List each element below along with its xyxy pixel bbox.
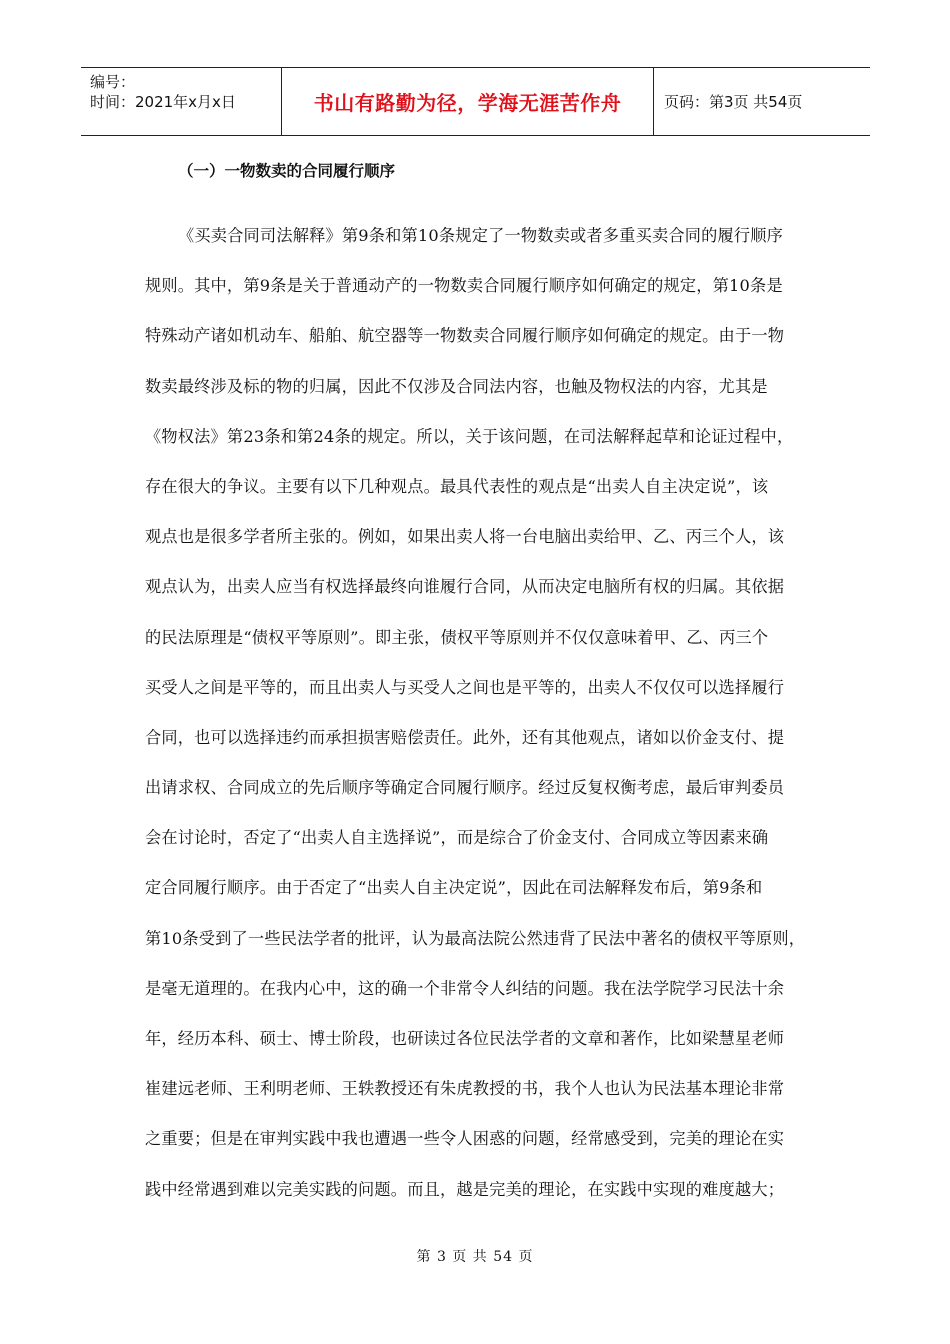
text-line: 第10条受到了一些民法学者的批评，认为最高法院公然违背了民法中著名的债权平等原则，	[145, 928, 806, 948]
section-heading: （一）一物数卖的合同履行顺序	[178, 162, 396, 180]
document-number-label: 编号：	[90, 73, 136, 91]
header-page-info: 页码：第3页 共54页	[664, 93, 803, 111]
text-line: 会在讨论时，否定了“出卖人自主选择说”，而是综合了价金支付、合同成立等因素来确	[145, 828, 769, 848]
text-line: 数卖最终涉及标的物的归属，因此不仅涉及合同法内容，也触及物权法的内容，尤其是	[145, 376, 768, 396]
text-line: 是毫无道理的。在我内心中，这的确一个非常令人纠结的问题。我在法学院学习民法十余	[145, 978, 785, 998]
text-line: 崔建远老师、王利明老师、王轶教授还有朱虎教授的书，我个人也认为民法基本理论非常	[145, 1079, 785, 1099]
text-line: 特殊动产诸如机动车、船舶、航空器等一物数卖合同履行顺序如何确定的规定。由于一物	[145, 326, 785, 346]
document-date: 时间：2021年x月x日	[90, 93, 236, 111]
text-line: 合同，也可以选择违约而承担损害赔偿责任。此外，还有其他观点，诸如以价金支付、提	[145, 727, 785, 747]
text-line: 的民法原理是“债权平等原则”。即主张，债权平等原则并不仅仅意味着甲、乙、丙三个	[145, 627, 769, 647]
text-line: 存在很大的争议。主要有以下几种观点。最具代表性的观点是“出卖人自主决定说”，该	[145, 476, 769, 496]
header-motto: 书山有路勤为径，学海无涯苦作舟	[281, 68, 654, 135]
text-line: 践中经常遇到难以完美实践的问题。而且，越是完美的理论，在实践中实现的难度越大；	[145, 1179, 785, 1199]
text-line: 年，经历本科、硕士、博士阶段，也研读过各位民法学者的文章和著作，比如梁慧星老师	[145, 1029, 785, 1048]
page-footer: 第 3 页 共 54 页	[416, 1249, 534, 1265]
text-line: 买受人之间是平等的，而且出卖人与买受人之间也是平等的，出卖人不仅仅可以选择履行	[145, 677, 785, 697]
page-header	[81, 67, 870, 136]
text-line: 定合同履行顺序。由于否定了“出卖人自主决定说”，因此在司法解释发布后，第9条和	[145, 878, 763, 898]
text-line: 《买卖合同司法解释》第9条和第10条规定了一物数卖或者多重买卖合同的履行顺序	[178, 226, 784, 245]
text-line: 出请求权、合同成立的先后顺序等确定合同履行顺序。经过反复权衡考虑，最后审判委员	[145, 778, 785, 798]
text-line: 之重要；但是在审判实践中我也遭遇一些令人困惑的问题，经常感受到，完美的理论在实	[145, 1129, 785, 1149]
text-line: 观点也是很多学者所主张的。例如，如果出卖人将一台电脑出卖给甲、乙、丙三个人，该	[145, 527, 785, 547]
text-line: 《物权法》第23条和第24条的规定。所以，关于该问题，在司法解释起草和论证过程中，	[145, 426, 794, 446]
text-line: 观点认为，出卖人应当有权选择最终向谁履行合同，从而决定电脑所有权的归属。其依据	[145, 577, 785, 597]
text-line: 规则。其中，第9条是关于普通动产的一物数卖合同履行顺序如何确定的规定，第10条是	[145, 276, 783, 296]
header-meta	[81, 68, 281, 135]
body-paragraph	[145, 223, 807, 1227]
